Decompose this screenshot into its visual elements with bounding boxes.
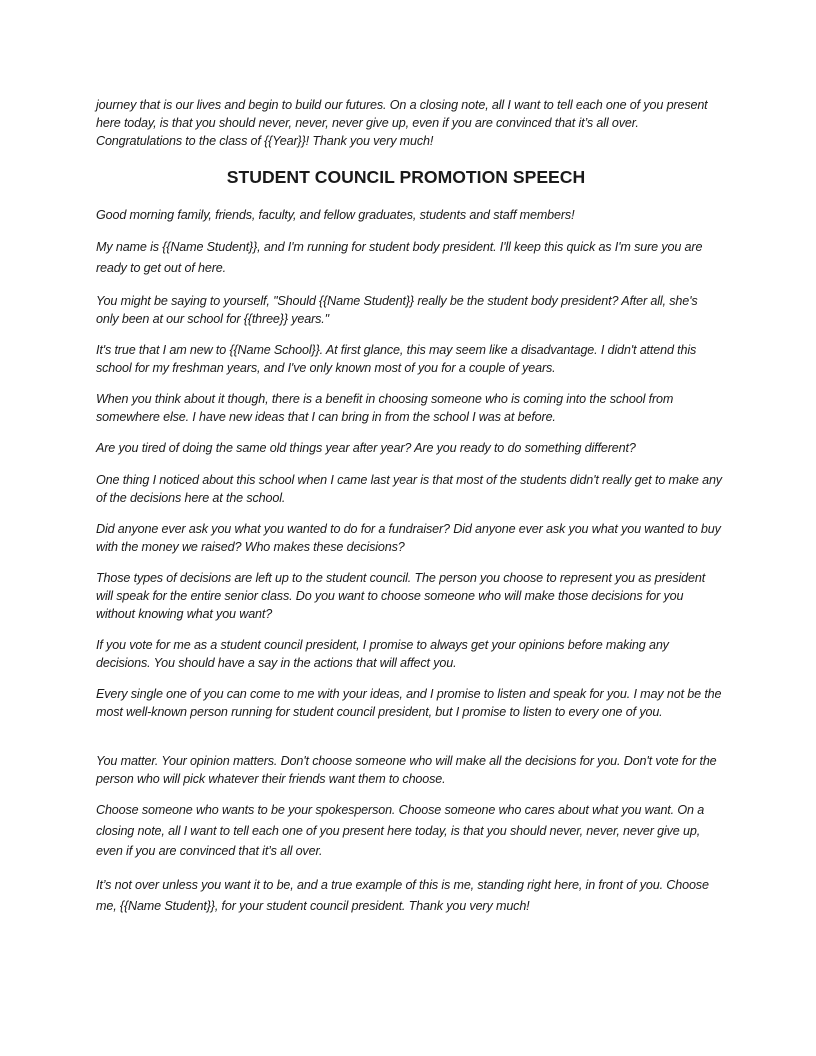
speech-paragraph-new-student: It's true that I am new to {{Name School}}. At first glance, this may seem like a disadvantage. I didn't attend this school for my freshman years, and I've only known most of you for a couple of years. [96, 343, 697, 375]
speech-paragraph-tired: Are you tired of doing the same old things year after year? Are you ready to do something different? [96, 441, 636, 455]
speech-paragraph-fundraiser: Did anyone ever ask you what you wanted to do for a fundraiser? Did anyone ever ask you what you wanted to buy with the money we raised? Who makes these decisions? [96, 522, 721, 554]
speech-paragraph-promise: If you vote for me as a student council president, I promise to always get your opinions before making any decisions. You should have a say in the actions that will affect you. [96, 638, 669, 670]
speech-paragraph-listen: Every single one of you can come to me with your ideas, and I promise to listen and speak for you. I may not be the most well-known person running for student council president, but I promise to listen to every one of you. [96, 687, 722, 719]
speech-title: STUDENT COUNCIL PROMOTION SPEECH [226, 167, 586, 187]
speech-paragraph-spokesperson: Choose someone who wants to be your spokesperson. Choose someone who cares about what you want. On a closing note, all I want to tell each one of you present here today, is that you should never, never, never give up, even if you are convinced that it’s all over. [96, 803, 705, 858]
speech-paragraph-decisions: Those types of decisions are left up to the student council. The person you choose to represent you as president will speak for the entire senior class. Do you want to choose someone who will make those decisions for you without knowing what you want? [96, 571, 706, 621]
speech-paragraph-introduction: My name is {{Name Student}}, and I'm running for student body president. I'll keep this quick as I'm sure you are ready to get out of here. [96, 240, 703, 275]
speech-paragraph-you-matter: You matter. Your opinion matters. Don't choose someone who will make all the decisions for you. Don't vote for the person who will pick whatever their friends want them to choose. [96, 754, 717, 786]
speech-paragraph-question: You might be saying to yourself, "Should {{Name Student}} really be the student body president? After all, she's only been at our school for {{three}} years." [96, 294, 698, 326]
intro-paragraph: journey that is our lives and begin to build our futures. On a closing note, all I want to tell each one of you present here today, is that you should never, never, never give up, even if you are convinced that it’s all over. Congratulations to the class of {{Year}}! Thank you very much! [96, 98, 708, 148]
speech-paragraph-benefit: When you think about it though, there is a benefit in choosing someone who is coming into the school from somewhere else. I have new ideas that I can bring in from the school I was at before. [96, 392, 674, 424]
speech-paragraph-closing: It’s not over unless you want it to be, and a true example of this is me, standing right here, in front of you. Choose me, {{Name Student}}, for your student council president. Thank you very much! [96, 878, 709, 913]
speech-paragraph-greeting: Good morning family, friends, faculty, and fellow graduates, students and staff members! [96, 208, 575, 222]
speech-paragraph-noticed: One thing I noticed about this school when I came last year is that most of the students didn't really get to make any of the decisions here at the school. [96, 473, 722, 505]
